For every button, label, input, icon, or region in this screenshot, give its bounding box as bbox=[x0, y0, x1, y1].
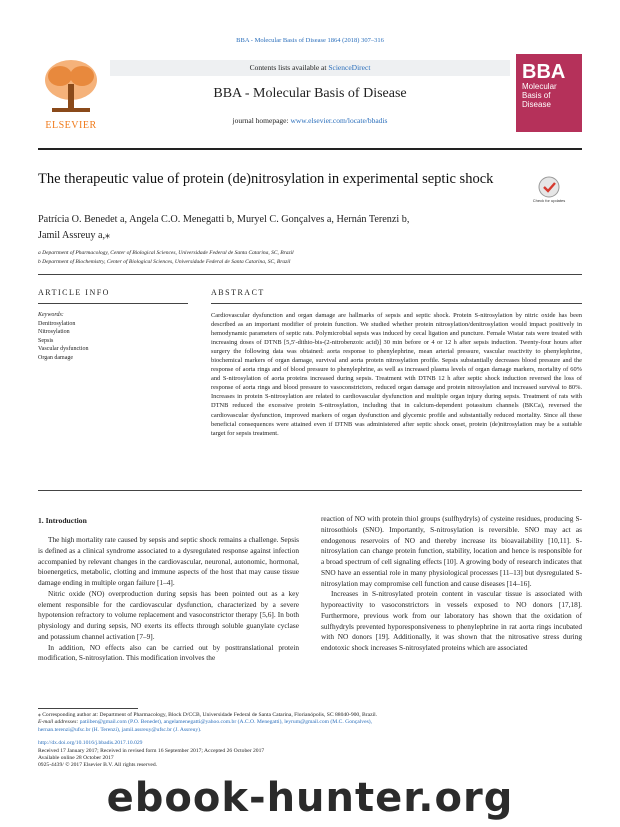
abstract-bottom-divider bbox=[38, 490, 582, 491]
authors-line1: Patrícia O. Benedet a, Angela C.O. Menegatti b, Muryel C. Gonçalves a, Hernán Terenzi b, bbox=[38, 214, 410, 225]
article-title: The therapeutic value of protein (de)nitrosylation in experimental septic shock bbox=[38, 171, 494, 187]
contents-available-bar bbox=[110, 60, 510, 76]
section-heading-introduction: 1. Introduction bbox=[38, 516, 87, 525]
journal-title: BBA - Molecular Basis of Disease bbox=[213, 86, 407, 101]
authors-line2: Jamil Assreuy a,⁎ bbox=[38, 230, 111, 241]
running-reference[interactable]: BBA - Molecular Basis of Disease 1864 (2018) 307–316 bbox=[236, 37, 384, 44]
cover-line4: Disease bbox=[522, 100, 551, 109]
copyright: 0925-4439/ © 2017 Elsevier B.V. All rights reserved. bbox=[38, 762, 158, 769]
email-addresses bbox=[38, 719, 582, 726]
footnotes bbox=[38, 712, 582, 770]
sciencedirect-link[interactable]: ScienceDirect bbox=[328, 63, 371, 72]
contents-prefix: Contents lists available at bbox=[249, 63, 329, 72]
abstract-heading: ABSTRACT bbox=[211, 288, 265, 297]
keyword: Vascular dysfunction bbox=[38, 346, 89, 353]
emails-label: E-mail addresses: bbox=[38, 719, 80, 726]
paragraph: Nitric oxide (NO) overproduction during sepsis has been pointed out as a key element responsible for the cardiovascular dysfunction, characterized by a severe hypotension refractory to volume replacement and vasoconstrictor therapy [5,6]. In both physiology and during sepsis, NO exerts its effects through soluble guanylate cyclase and potassium channel activation [7–9]. bbox=[38, 588, 299, 641]
corresponding-author-note: ⁎ Corresponding author at: Department of Pharmacology, Block D/CCB, Universidade Federal de Santa Catarina, Florianópolis, SC 88040-900, Brazil. bbox=[38, 712, 378, 718]
available-online: Available online 28 October 2017 bbox=[38, 755, 114, 762]
journal-homepage bbox=[110, 116, 510, 125]
keywords-block bbox=[38, 311, 188, 363]
keywords-label: Keywords: bbox=[38, 312, 64, 318]
keyword: Denitrosylation bbox=[38, 320, 76, 327]
check-updates-label: Check for updates bbox=[532, 198, 566, 203]
journal-cover-text bbox=[522, 62, 578, 109]
abstract-rule bbox=[211, 303, 582, 304]
affiliation-a: a Department of Pharmacology, Center of Biological Sciences, Universidade Federal de Santa Catarina, SC, Brazil bbox=[38, 250, 294, 256]
emails-line1[interactable]: patiiben@gmail.com (P.O. Benedet), angelamenegatti@yahoo.com.br (A.C.O. Menegatti), leyrum@gmail.com (M.C. Gonçalves), bbox=[79, 719, 373, 726]
paragraph: Increases in S-nitrosylated protein content in vascular tissue is associated with hyporeactivity to vasoconstrictors in vessels exposed to NO donors [17,18]. Furthermore, previous work from our laboratory has shown that the oxidation of sulfhydryls prevented hyporesponsiveness to phenylephrine in rat aorta rings incubated with NO donors [19]. Additionally, it was shown that the nitrosative stress during endotoxic shock increases S-nitrosylated proteins which are associated bbox=[321, 589, 582, 652]
paragraph: The high mortality rate caused by sepsis and septic shock remains a challenge. Sepsis is defined as a clinical syndrome associated to a dysregulated response against infection accompanied by relevant changes in the cardiovascular, neuronal, autonomic, hormonal, bioenergetics, metabolic, clotting and immune aspects of the host that may cause tissue damage ending in multiple organ failure [1–4]. bbox=[38, 535, 299, 587]
footnote-rule bbox=[38, 708, 138, 709]
publisher-logo-text: ELSEVIER bbox=[45, 120, 97, 131]
paragraph: In addition, NO effects also can be carried out by posttranslational protein modification, S-nitrosylation. This modification involves the bbox=[38, 642, 299, 663]
watermark: ebook-hunter.org bbox=[106, 775, 514, 821]
article-info-rule bbox=[38, 303, 188, 304]
cover-line3: Basis of bbox=[522, 91, 551, 100]
abstract-text: Cardiovascular dysfunction and organ damage are hallmarks of sepsis and septic shock. Protein S-nitrosylation by nitric oxide has been described as an important modifier of protein function. We studied whether protein nitrosylation/denitrosylation would impact positively in hemodynamic parameters of septic rats. Polymicrobial sepsis was induced by cecal ligation and puncture. Female Wistar rats were treated with increasing doses of DTNB [5,5′-dithio-bis-(2-nitrobenzoic acid)] 30 min before or 4 or 12 h after sepsis induction. Twenty-four hours after surgery the following data was obtained: aorta response to phenylephrine, mean arterial pressure, vascular reactivity to phenylephrine, biochemical markers of organ damage, survival and aorta protein nitrosylation profile. Sepsis substantially decreases blood pressure and the response of aorta rings and of blood pressure to phenylephrine, as well as increased plasma levels of organ damage markers, mortality of 60% and S-nitrosylation of aorta proteins increased during sepsis. Treatment with DTNB 12 h after septic shock induction reversed the loss of response of aorta rings and blood pressure to vasoconstrictors, reduced organ damage and protein nitrosylation and increased survival to 80%. Increases in protein S-nitrosylation are related to cardiovascular dysfunction and multiple organ injury during sepsis. Treatment of rats with DTNB reduced the excessive protein S-nitrosylation, including that in calcium-dependent potassium channels (BKCa), reversed the cardiovascular dysfunction, improved markers of organ dysfunction and glycemic profile and substantially reduced mortality. Since all these beneficial consequences were attained even if DTNB was administered after septic shock onset, protein (de)nitrosylation may be a suitable target for sepsis treatment. bbox=[211, 312, 582, 437]
received-dates: Received 17 January 2017; Received in revised form 16 September 2017; Accepted 26 October 2017 bbox=[38, 747, 265, 754]
header-divider bbox=[38, 148, 582, 150]
doi-link[interactable]: http://dx.doi.org/10.1016/j.bbadis.2017.10.029 bbox=[38, 740, 143, 747]
keyword: Organ damage bbox=[38, 354, 74, 361]
keyword: Nitrosylation bbox=[38, 329, 70, 336]
emails-line2[interactable]: hernan.terenzi@ufsc.br (H. Terenzi), jamil.assreuy@ufsc.br (J. Assreuy). bbox=[38, 726, 202, 733]
cover-line1: BBA bbox=[522, 61, 566, 83]
homepage-link[interactable]: www.elsevier.com/locate/bbadis bbox=[290, 116, 388, 125]
body-left-column bbox=[38, 535, 299, 664]
info-top-divider bbox=[38, 274, 582, 275]
paragraph: reaction of NO with protein thiol groups (sulfhydryls) of cysteine residues, producing S-nitrosothiols (SNO). Importantly, S-nitrosylation is reversible. SNO may act as endogenous reservoirs of NO and thereby increase its bioavailability [10,11]. S-nitrosylation can change protein function, stability, location and hence is responsible for a broad spectrum of cell signaling effects [10]. A growing body of research indicates that SNO have an essential role in many physiological processes [11–13] but dysregulated S-nitrosylation may compromise cell function and cause diseases [14–16]. bbox=[321, 514, 582, 588]
author-list bbox=[38, 212, 538, 244]
keyword: Sepsis bbox=[38, 337, 54, 344]
homepage-prefix: journal homepage: bbox=[232, 116, 291, 125]
cover-line2: Molecular bbox=[522, 82, 557, 91]
check-for-updates-badge[interactable] bbox=[532, 174, 566, 208]
body-right-column bbox=[321, 514, 582, 654]
article-info-heading: ARTICLE INFO bbox=[38, 288, 110, 297]
affiliation-b: b Department of Biochemistry, Center of Biological Sciences, Universidade Federal de Santa Catarina, SC, Brazil bbox=[38, 259, 291, 265]
